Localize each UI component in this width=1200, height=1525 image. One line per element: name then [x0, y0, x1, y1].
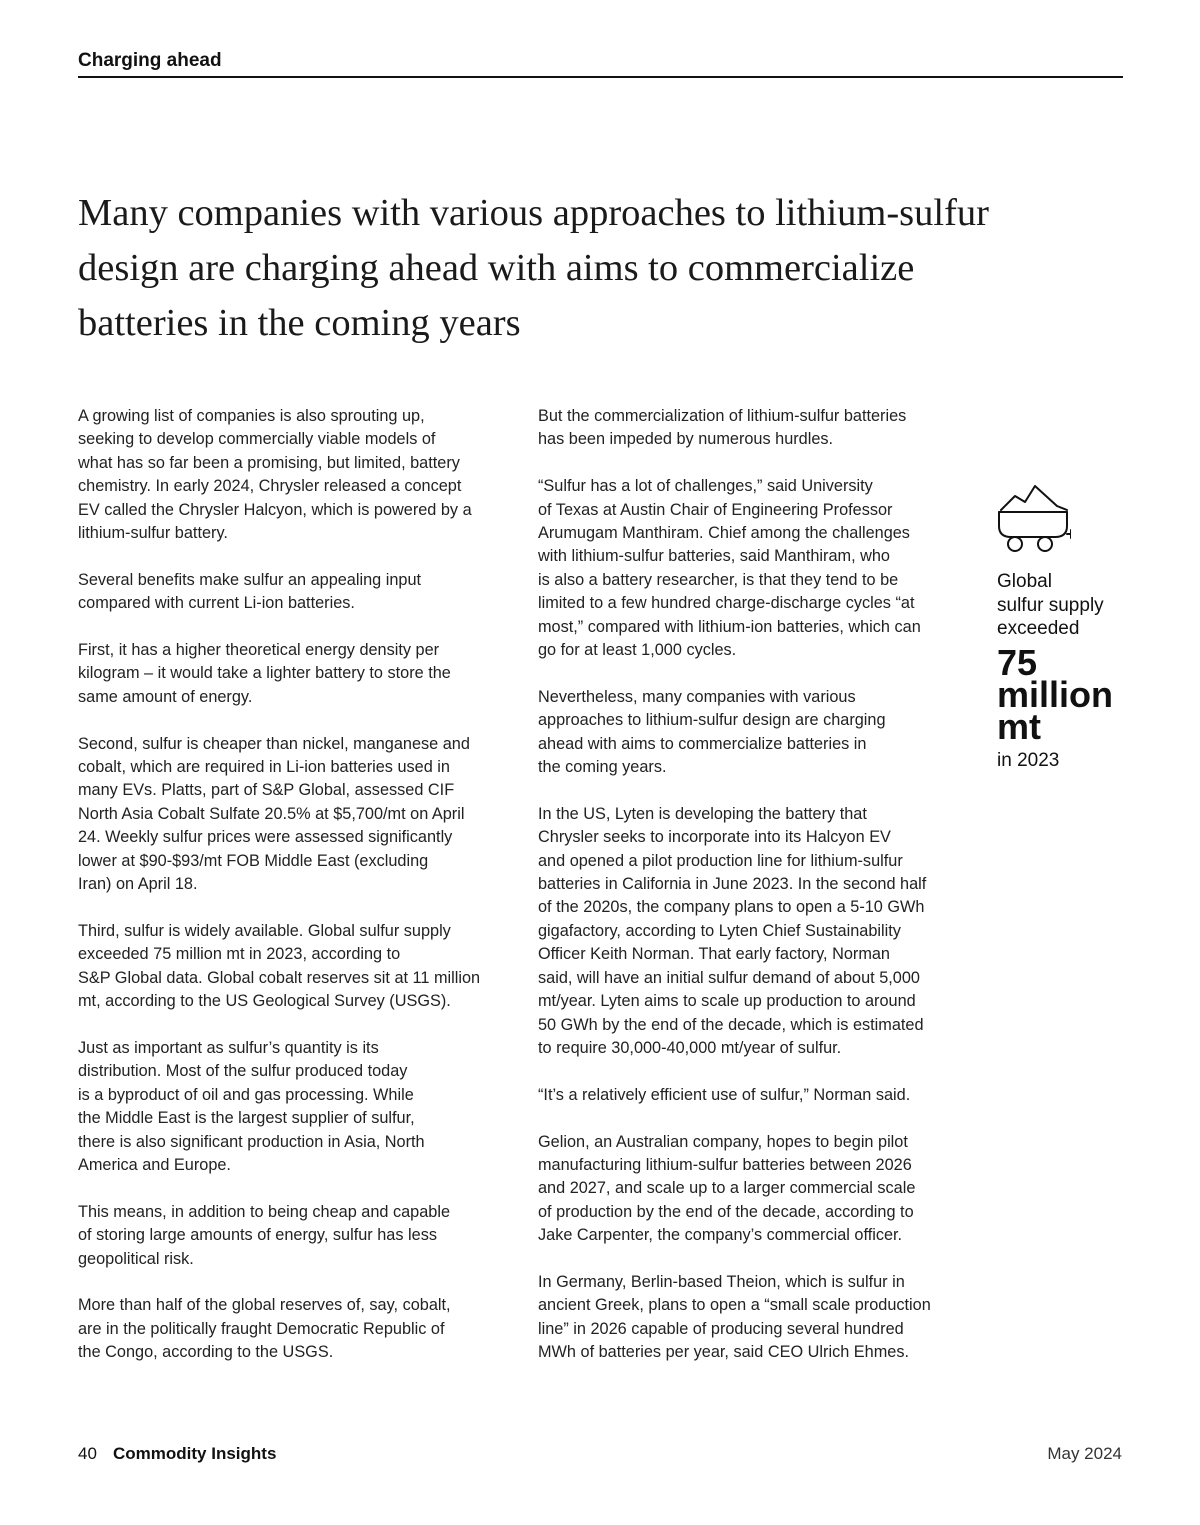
stat-suffix: in 2023 — [997, 749, 1060, 771]
right-paragraph-5: “It’s a relatively efficient use of sulfur,” Norman said. — [538, 1085, 911, 1104]
right-paragraph-2: “Sulfur has a lot of challenges,” said University of Texas at Austin Chair of Engineering Professor Arumugam Manthiram. Chief among the challenges with lithium-sulfur batteries, said Manthiram, who is also a battery researcher, is that they tend to be limited to a few hundred charge-discharge cycles “at most,” compared with lithium-ion batteries, which can go for at least 1,000 cycles. — [538, 477, 921, 660]
stat-callout — [997, 482, 1147, 772]
stat-value: 75 million mt — [997, 641, 1113, 747]
mine-cart-icon — [997, 482, 1071, 558]
right-paragraph-1: But the commercialization of lithium-sulfur batteries has been impeded by numerous hurdles. — [538, 407, 907, 449]
left-paragraph-5: Third, sulfur is widely available. Global sulfur supply exceeded 75 million mt in 2023, according to S&P Global data. Global cobalt reserves sit at 11 million mt, according to the US Geological Survey (USGS). — [78, 921, 481, 1011]
headline: Many companies with various approaches to lithium-sulfur design are charging ahead with aims to commercialize batteries in the coming years — [78, 192, 989, 344]
left-paragraph-2: Several benefits make sulfur an appealing input compared with current Li-ion batteries. — [78, 570, 422, 613]
section-rule — [78, 76, 1123, 78]
left-column — [78, 405, 518, 1365]
left-paragraph-4: Second, sulfur is cheaper than nickel, manganese and cobalt, which are required in Li-ion batteries used in many EVs. Platts, part of S&P Global, assessed CIF North Asia Cobalt Sulfate 20.5% at $5,700/mt on April 24. Weekly sulfur prices were assessed significantly lower at $90-$93/mt FOB Middle East (excluding Iran) on April 18. — [78, 734, 470, 894]
left-paragraph-6: Just as important as sulfur’s quantity is its distribution. Most of the sulfur produced today is a byproduct of oil and gas processing. While the Middle East is the largest supplier of sulfur, there is also significant production in Asia, North America and Europe. — [78, 1038, 425, 1174]
right-column — [538, 405, 978, 1365]
section-label: Charging ahead — [78, 50, 222, 71]
right-paragraph-4: In the US, Lyten is developing the battery that Chrysler seeks to incorporate into its Halcyon EV and opened a pilot production line for lithium-sulfur batteries in California in June 2023. In the second half of the 2020s, the company plans to open a 5-10 GWh gigafactory, according to Lyten Chief Sustainability Officer Keith Norman. That early factory, Norman said, will have an initial sulfur demand of about 5,000 mt/year. Lyten aims to scale up production to around 50 GWh by the end of the decade, which is estimated to require 30,000-40,000 mt/year of sulfur. — [538, 804, 927, 1057]
right-paragraph-3: Nevertheless, many companies with various approaches to lithium-sulfur design are charging ahead with aims to commercialize batteries in the coming years. — [538, 687, 886, 777]
footer-brand: Commodity Insights — [113, 1444, 277, 1463]
footer-date: May 2024 — [1047, 1444, 1122, 1463]
left-paragraph-7: This means, in addition to being cheap and capable of storing large amounts of energy, sulfur has less geopolitical risk. — [78, 1202, 451, 1268]
left-paragraph-1: A growing list of companies is also sprouting up, seeking to develop commercially viable models of what has so far been a promising, but limited, battery chemistry. In early 2024, Chrysler released a concept EV called the Chrysler Halcyon, which is powered by a lithium-sulfur battery. — [78, 407, 472, 543]
stat-intro: Global sulfur supply exceeded — [997, 571, 1104, 639]
footer-page-number: 40 — [78, 1444, 97, 1463]
left-paragraph-3: First, it has a higher theoretical energy density per kilogram – it would take a lighter battery to store the same amount of energy. — [78, 641, 451, 706]
left-paragraph-8: More than half of the global reserves of, say, cobalt, are in the politically fraught Democratic Republic of the Congo, according to the USGS. — [78, 1296, 451, 1362]
right-paragraph-6: Gelion, an Australian company, hopes to begin pilot manufacturing lithium-sulfur batteries between 2026 and 2027, and scale up to a larger commercial scale of production by the end of the decade, according to Jake Carpenter, the company’s commercial officer. — [538, 1132, 916, 1245]
right-paragraph-7: In Germany, Berlin-based Theion, which is sulfur in ancient Greek, plans to open a “small scale production line” in 2026 capable of producing several hundred MWh of batteries per year, said CEO Ulrich Ehmes. — [538, 1272, 931, 1362]
